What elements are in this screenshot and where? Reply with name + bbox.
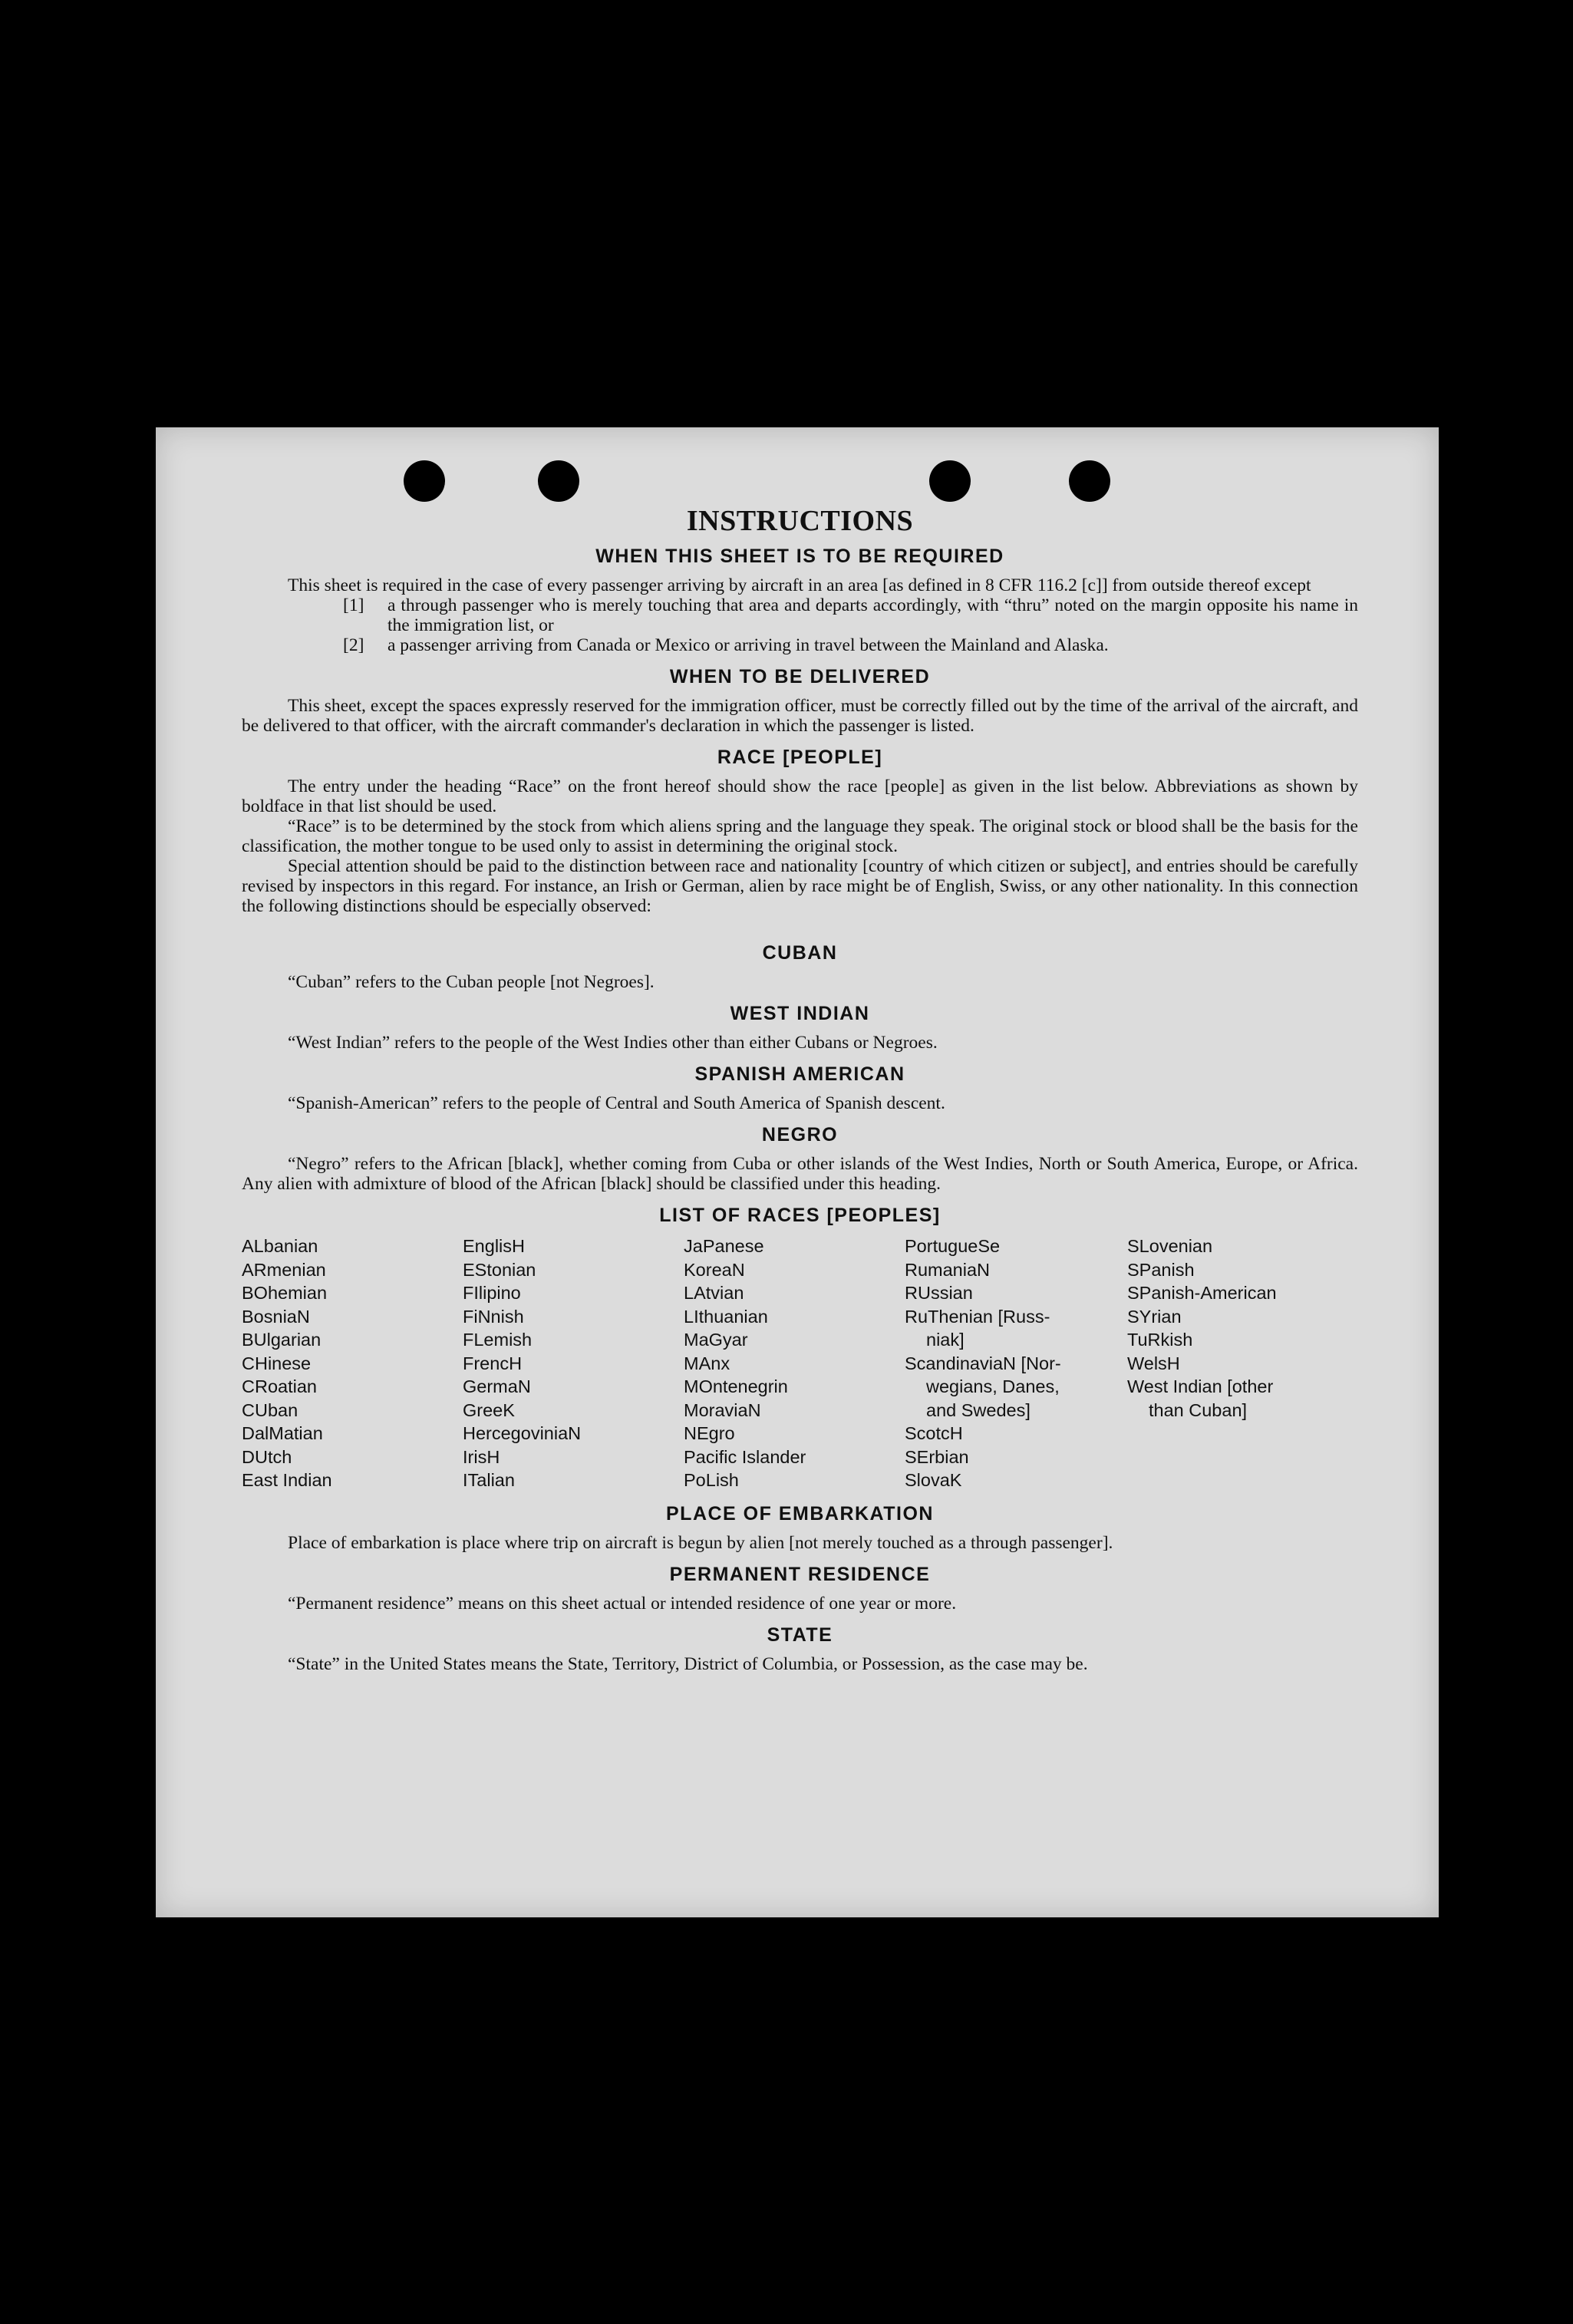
race-entry: ALbanian <box>242 1236 318 1256</box>
race-entry: ARmenian <box>242 1259 326 1280</box>
heading-race: RACE [PEOPLE] <box>717 747 883 768</box>
race-entry: PortugueSe <box>905 1236 1001 1256</box>
when-required-intro: This sheet is required in the case of every passenger arriving by aircraft in an area [as defined in 8 CFR 116.2 [c]] from outside thereof except <box>288 575 1311 595</box>
race-entry: GermaN <box>463 1376 531 1396</box>
race-entry: wegians, Danes, <box>926 1376 1060 1396</box>
race-entry: FLemish <box>463 1330 533 1350</box>
state-text: “State” in the United States means the State, Territory, District of Columbia, or Possession, as the case may be. <box>288 1653 1088 1674</box>
race-entry: DalMatian <box>242 1423 323 1443</box>
race-entry: ScotcH <box>905 1423 963 1443</box>
cuban-text: “Cuban” refers to the Cuban people [not Negroes]. <box>288 972 655 992</box>
race-entry: GreeK <box>463 1399 515 1420</box>
race-entry: East Indian <box>242 1470 332 1490</box>
document-body <box>242 504 1358 1674</box>
race-entry: DUtch <box>242 1446 292 1467</box>
race-entry: BUlgarian <box>242 1330 322 1350</box>
heading-when-delivered: WHEN TO BE DELIVERED <box>669 666 931 687</box>
race-entry: than Cuban] <box>1149 1399 1248 1420</box>
list-item: [2] a passenger arriving from Canada or Mexico or arriving in travel between the Mainland and Alaska. <box>343 635 1109 655</box>
heading-west-indian: WEST INDIAN <box>730 1003 870 1024</box>
race-entry: SlovaK <box>905 1470 962 1490</box>
race-entry: SYrian <box>1127 1306 1182 1327</box>
punch-hole <box>404 460 445 502</box>
heading-cuban: CUBAN <box>762 942 838 964</box>
race-entry: niak] <box>926 1330 965 1350</box>
heading-when-required: WHEN THIS SHEET IS TO BE REQUIRED <box>595 546 1004 567</box>
race-entry: MoraviaN <box>684 1399 761 1420</box>
list-item: [1] a through passenger who is merely touching that area and departs accordingly, with “thru” noted on the margin opposite his name in the immigration list, or <box>343 595 1358 635</box>
races-column <box>1127 1235 1357 1492</box>
race-paragraph: Special attention should be paid to the distinction between race and nationality [country of which citizen or subject], and entries should be carefully revised by inspectors in this regard. For instance, an Irish or German, alien by race might be of English, Swiss, or any other nationality. In this connection the following distinctions should be especially observed: <box>242 856 1358 916</box>
races-column <box>242 1235 463 1492</box>
race-entry: Pacific Islander <box>684 1446 806 1467</box>
races-column <box>905 1235 1127 1492</box>
race-entry: CRoatian <box>242 1376 317 1396</box>
race-entry: HercegoviniaN <box>463 1423 582 1443</box>
page-title: INSTRUCTIONS <box>686 505 914 537</box>
west-indian-text: “West Indian” refers to the people of the West Indies other than either Cubans or Negroes. <box>288 1033 938 1053</box>
embarkation-text: Place of embarkation is place where trip on aircraft is begun by alien [not merely touched as a through passenger]. <box>288 1532 1113 1553</box>
race-entry: KoreaN <box>684 1259 745 1280</box>
race-entry: TuRkish <box>1127 1330 1193 1350</box>
heading-list-of-races: LIST OF RACES [PEOPLES] <box>659 1205 941 1226</box>
document-sheet <box>156 427 1439 1917</box>
race-entry: BosniaN <box>242 1306 310 1327</box>
heading-embarkation: PLACE OF EMBARKATION <box>666 1502 934 1525</box>
when-delivered-text: This sheet, except the spaces expressly reserved for the immigration officer, must be correctly filled out by the time of the arrival of the aircraft, and be delivered to that officer, with the aircraft commander's declaration in which the passenger is listed. <box>242 696 1358 736</box>
spanish-american-text: “Spanish-American” refers to the people of Central and South America of Spanish descent. <box>288 1093 945 1113</box>
race-entry: West Indian [other <box>1127 1376 1274 1396</box>
races-column <box>684 1235 905 1492</box>
punch-hole <box>929 460 971 502</box>
race-entry: SErbian <box>905 1446 969 1467</box>
race-entry: SPanish-American <box>1127 1283 1277 1303</box>
race-entry: BOhemian <box>242 1283 328 1303</box>
race-entry: SLovenian <box>1127 1236 1213 1256</box>
race-entry: SPanish <box>1127 1259 1195 1280</box>
races-column <box>463 1235 684 1492</box>
race-entry: CHinese <box>242 1353 312 1373</box>
punch-hole <box>1069 460 1110 502</box>
race-entry: CUban <box>242 1399 298 1420</box>
race-paragraph: The entry under the heading “Race” on the front hereof should show the race [people] as given in the list below. Abbreviations as shown by boldface in that list should be used. <box>242 776 1358 816</box>
race-entry: NEgro <box>684 1423 735 1443</box>
race-paragraph: “Race” is to be determined by the stock from which aliens spring and the language they speak. The original stock or blood shall be the basis for the classification, the mother tongue to be used only to assist in determining the original stock. <box>242 816 1358 856</box>
race-entry: RuThenian [Russ- <box>905 1306 1050 1327</box>
heading-spanish-american: SPANISH AMERICAN <box>694 1063 905 1085</box>
race-entry: EStonian <box>463 1259 536 1280</box>
race-entry: MOntenegrin <box>684 1376 788 1396</box>
race-entry: LIthuanian <box>684 1306 768 1327</box>
heading-negro: NEGRO <box>761 1124 839 1146</box>
race-entry: LAtvian <box>684 1283 744 1303</box>
race-entry: ScandinaviaN [Nor- <box>905 1353 1061 1373</box>
residence-text: “Permanent residence” means on this sheet actual or intended residence of one year or more. <box>288 1593 957 1614</box>
race-entry: FiNnish <box>463 1306 524 1327</box>
race-entry: RumaniaN <box>905 1259 991 1280</box>
punch-hole <box>538 460 579 502</box>
race-entry: PoLish <box>684 1470 739 1490</box>
race-entry: RUssian <box>905 1283 973 1303</box>
race-entry: JaPanese <box>684 1236 764 1256</box>
heading-state: STATE <box>767 1624 833 1646</box>
race-entry: and Swedes] <box>926 1399 1031 1420</box>
race-entry: MAnx <box>684 1353 730 1373</box>
negro-text: “Negro” refers to the African [black], whether coming from Cuba or other islands of the West Indies, North or South America, Europe, or Africa. Any alien with admixture of blood of the African [black] should be classified under this heading. <box>242 1154 1358 1194</box>
race-entry: WelsH <box>1127 1353 1180 1373</box>
race-entry: MaGyar <box>684 1330 748 1350</box>
race-entry: ITalian <box>463 1470 515 1490</box>
race-entry: IrisH <box>463 1446 500 1467</box>
race-entry: EnglisH <box>463 1236 525 1256</box>
heading-residence: PERMANENT RESIDENCE <box>669 1563 931 1585</box>
race-entry: FrencH <box>463 1353 523 1373</box>
races-table <box>242 1235 1358 1492</box>
race-entry: FIlipino <box>463 1283 521 1303</box>
exception-list <box>242 595 1358 655</box>
